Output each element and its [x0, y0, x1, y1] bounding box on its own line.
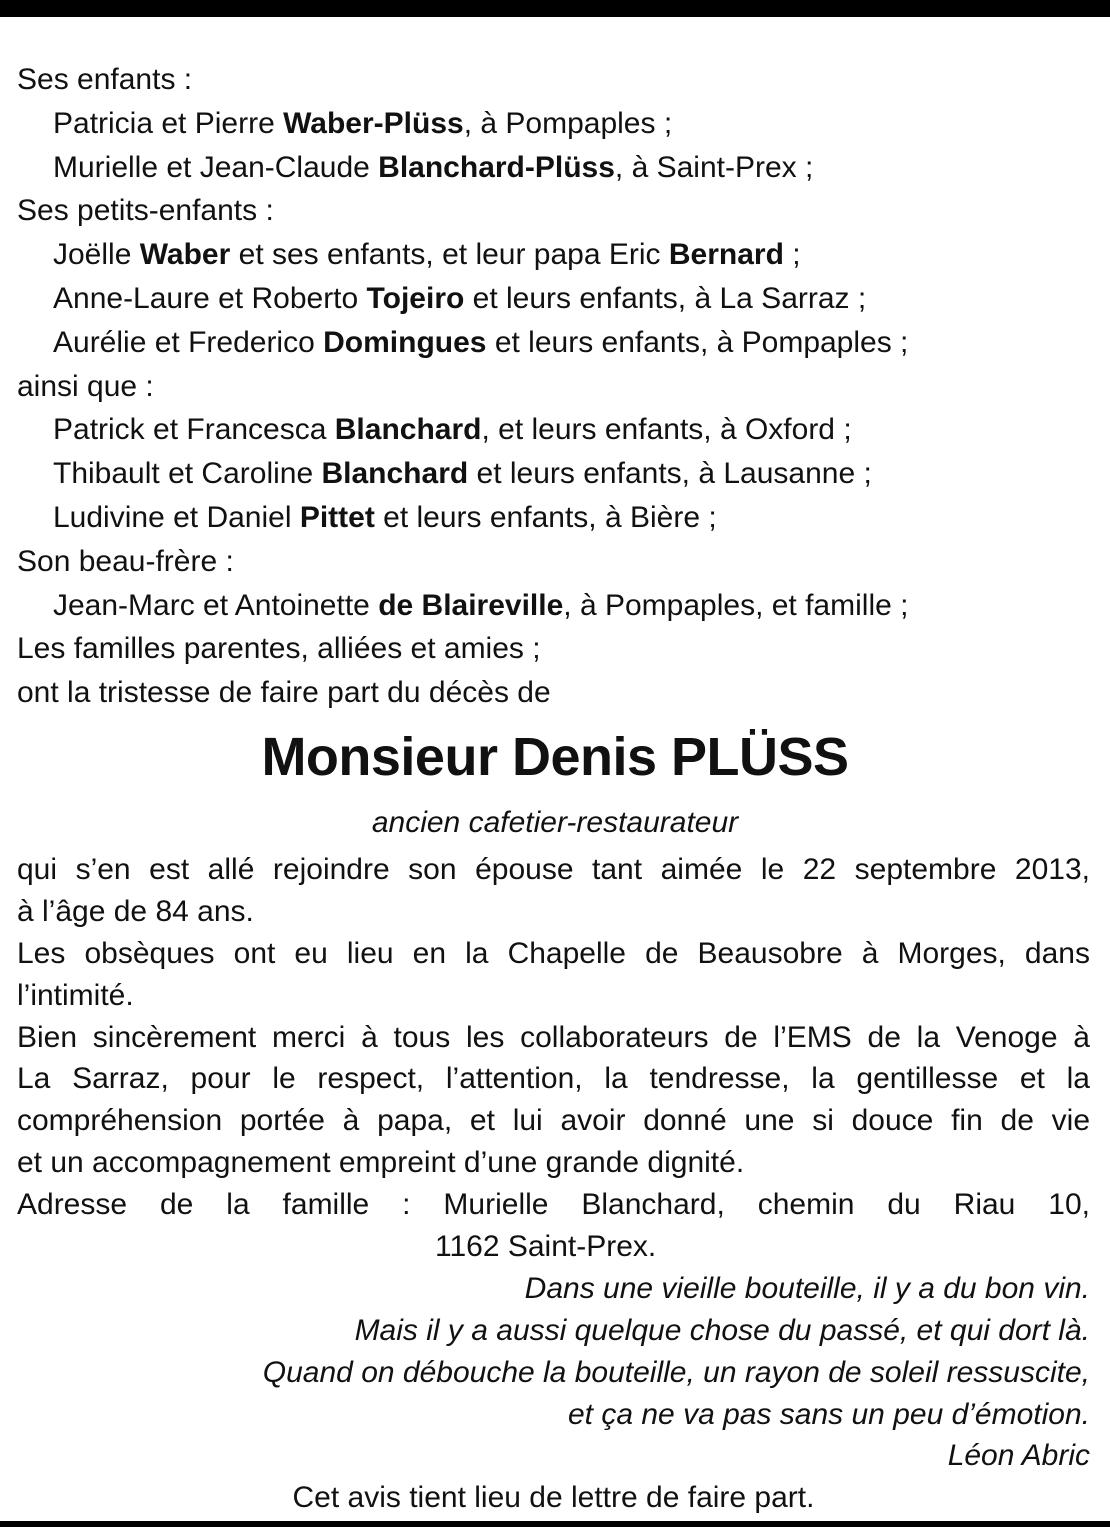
body-line: [17, 849, 1090, 891]
text-segment: Ses enfants :: [17, 63, 193, 96]
text-segment: Quand on débouche la bouteille, un rayon de soleil ressuscite,: [262, 1355, 1090, 1389]
text-segment: Mais il y a aussi quelque chose du passé, et qui dort là.: [354, 1313, 1090, 1347]
text-segment: et un accompagnement empreint d’une grande dignité.: [17, 1146, 745, 1180]
body-line: [17, 1100, 1090, 1142]
text-segment: La Sarraz, pour le respect, l’attention, la tendresse, la gentillesse et la: [17, 1062, 1090, 1096]
family-line: [17, 584, 1090, 628]
text-segment: Anne-Laure et Roberto: [53, 281, 367, 315]
text-segment: à l’âge de 84 ans.: [17, 894, 254, 928]
text-segment: Jean-Marc et Antoinette: [53, 588, 379, 622]
text-segment: , à Pompaples, et famille ;: [563, 588, 909, 622]
text-segment: Les familles parentes, alliées et amies ;: [17, 632, 541, 666]
body-line: [17, 891, 1090, 933]
text-segment: compréhension portée à papa, et lui avoir donné une si douce fin de vie: [17, 1104, 1090, 1138]
deceased-occupation: ancien cafetier-restaurateur: [371, 806, 739, 839]
text-segment: Son beau-frère :: [17, 544, 234, 578]
text-segment: Joëlle: [53, 238, 140, 272]
body-line: [17, 975, 1090, 1017]
family-name: Bernard: [668, 238, 784, 272]
body-line: [17, 1226, 1090, 1268]
family-line: [17, 277, 1090, 321]
text-segment: Murielle et Jean-Claude: [53, 150, 379, 184]
text-segment: Ses petits-enfants :: [17, 194, 274, 228]
bottom-border: [0, 1521, 1110, 1527]
text-segment: , à Pompaples ;: [463, 106, 673, 140]
family-name: Blanchard-Plüss: [378, 150, 615, 184]
family-line: [17, 452, 1090, 496]
text-segment: et ses enfants, et leur papa Eric: [230, 238, 669, 272]
body-line: [17, 1017, 1090, 1059]
text-segment: Patricia et Pierre: [53, 106, 284, 140]
text-segment: Cet avis tient lieu de lettre de faire part.: [292, 1481, 815, 1515]
text-segment: Ludivine et Daniel: [53, 500, 300, 534]
text-segment: , et leurs enfants, à Oxford ;: [481, 413, 852, 447]
text-segment: Dans une vieille bouteille, il y a du bon vin.: [524, 1271, 1090, 1305]
text-segment: , à Saint-Prex ;: [614, 150, 814, 184]
body-line: [17, 1394, 1090, 1436]
text-segment: qui s’en est allé rejoindre son épouse tant aimée le 22 septembre 2013,: [17, 853, 1090, 886]
text-segment: Thibault et Caroline: [53, 457, 322, 491]
text-segment: Adresse de la famille : Murielle Blanchard, chemin du Riau 10,: [17, 1188, 1090, 1222]
text-segment: Léon Abric: [947, 1439, 1090, 1473]
family-line: [17, 58, 1090, 102]
family-name: Blanchard: [334, 413, 482, 447]
family-line: [17, 408, 1090, 452]
text-segment: ainsi que :: [17, 369, 154, 403]
family-line: [17, 496, 1090, 540]
family-name: Blanchard: [321, 457, 469, 491]
text-segment: Les obsèques ont eu lieu en la Chapelle de Beausobre à Morges, dans: [17, 936, 1090, 970]
family-line: [17, 365, 1090, 409]
family-line: [17, 146, 1090, 190]
top-border: [0, 0, 1110, 17]
family-name: Pittet: [299, 500, 375, 534]
text-segment: et leurs enfants, à Pompaples ;: [486, 325, 909, 359]
family-name: Waber: [139, 238, 231, 272]
body-line: [17, 1058, 1090, 1100]
text-segment: 1162 Saint-Prex.: [435, 1230, 657, 1264]
family-line: [17, 189, 1090, 233]
family-name: Waber-Plüss: [283, 106, 464, 140]
notice-body: [17, 849, 1090, 1519]
deceased-name: Monsieur Denis PLÜSS: [261, 727, 849, 787]
body-line: [17, 1268, 1090, 1310]
family-name: Tojeiro: [366, 281, 465, 315]
text-segment: ont la tristesse de faire part du décès de: [17, 676, 551, 710]
text-segment: ;: [783, 238, 801, 272]
family-line: [17, 671, 1090, 715]
family-line: [17, 540, 1090, 584]
body-line: [17, 1142, 1090, 1184]
family-line: [17, 627, 1090, 671]
family-line: [17, 102, 1090, 146]
body-line: [17, 933, 1090, 975]
family-list: [17, 58, 1090, 715]
text-segment: l’intimité.: [17, 978, 134, 1012]
family-name: Domingues: [323, 325, 487, 359]
family-line: [17, 321, 1090, 365]
body-line: [17, 1352, 1090, 1394]
text-segment: et ça ne va pas sans un peu d’émotion.: [567, 1397, 1090, 1431]
text-segment: Bien sincèrement merci à tous les collaborateurs de l’EMS de la Venoge à: [17, 1020, 1090, 1054]
family-name: de Blaireville: [378, 588, 564, 622]
text-segment: et leurs enfants, à Bière ;: [374, 500, 717, 534]
text-segment: et leurs enfants, à Lausanne ;: [468, 457, 872, 491]
text-segment: Patrick et Francesca: [53, 413, 335, 447]
body-line: [17, 1310, 1090, 1352]
text-segment: et leurs enfants, à La Sarraz ;: [464, 281, 867, 315]
body-line: [17, 1184, 1090, 1226]
body-line: [17, 1435, 1090, 1477]
body-line: [17, 1477, 1090, 1519]
text-segment: Aurélie et Frederico: [53, 325, 324, 359]
family-line: [17, 233, 1090, 277]
